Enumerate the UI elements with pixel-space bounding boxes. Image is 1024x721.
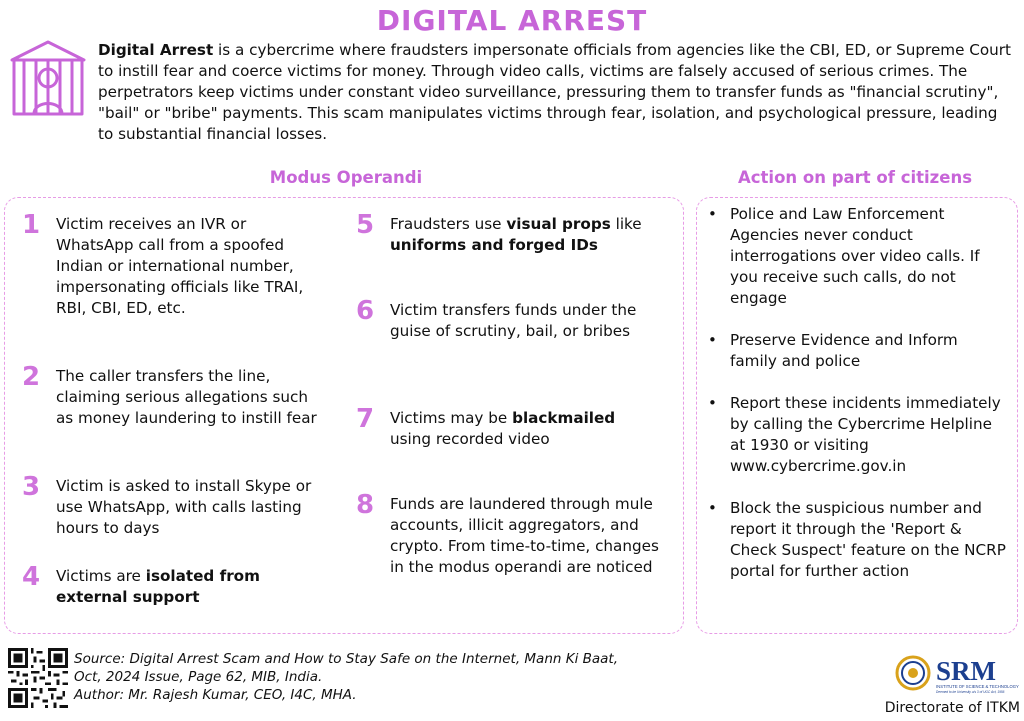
step-number: 7 (356, 404, 375, 434)
action-item: • Report these incidents immediately by calling the Cybercrime Helpline at 1930 or visiting www.cybercrime.gov.in (708, 394, 1001, 475)
intro-text: is a cybercrime where fraudsters impersonate officials from agencies like the CBI, ED, or Supreme Court to instill fear and coerce victims for money. Through video calls, victims are falsely accused of serious crimes. The perpetrators keep victims under constant video surveillance, pressuring them to transfer funds as "financial scrutiny", "bail" or "bribe" payments. This scam manipulates victims through fear, isolation, and psychological pressure, leading to substantial financial losses. (98, 41, 1011, 143)
source-citation (74, 650, 734, 704)
step-text: Fraudsters use visual props like uniforms and forged IDs (390, 215, 642, 254)
step-number: 3 (22, 472, 41, 502)
page-title: DIGITAL ARREST (376, 4, 648, 37)
step-number: 2 (22, 362, 41, 392)
logo-subtitle: INSTITUTE OF SCIENCE & TECHNOLOGY (936, 684, 1019, 689)
bullet-icon: • (708, 205, 717, 223)
actions-heading: Action on part of citizens (737, 168, 973, 187)
step-7 (356, 404, 656, 450)
author-line: Author: Mr. Rajesh Kumar, CEO, I4C, MHA. (74, 687, 357, 703)
step-text: Victim is asked to install Skype or use WhatsApp, with calls lasting hours to days (56, 477, 312, 537)
action-item: • Block the suspicious number and report it through the 'Report & Check Suspect' feature on the NCRP portal for further action (708, 499, 1006, 580)
logo-name: SRM (936, 656, 996, 686)
step-number: 6 (356, 296, 375, 326)
modus-operandi-heading: Modus Operandi (269, 168, 423, 187)
step-number: 8 (356, 490, 375, 520)
step-number: 1 (22, 210, 41, 240)
srm-logo (894, 654, 1020, 696)
step-text: Funds are laundered through mule accounts, illicit aggregators, and crypto. From time-to-time, changes in the modus operandi are noticed (390, 495, 659, 576)
prisoner-behind-bars-icon (8, 38, 88, 118)
step-text: Victim receives an IVR or WhatsApp call from a spoofed Indian or international number, impersonating officials like TRAI, RBI, CBI, ED, etc. (56, 215, 304, 317)
step-text: The caller transfers the line, claiming serious allegations such as money laundering to instill fear (56, 367, 317, 427)
step-8 (356, 490, 666, 578)
step-2 (22, 362, 322, 429)
step-1 (22, 210, 322, 319)
step-text: Victim transfers funds under the guise of scrutiny, bail, or bribes (390, 301, 637, 340)
step-text: Victims may be blackmailed using recorded video (390, 409, 616, 448)
step-4 (22, 562, 322, 608)
action-item: • Police and Law Enforcement Agencies never conduct interrogations over video calls. If you receive such calls, do not engage (708, 205, 980, 307)
logo-tagline: Deemed to be University u/s 3 of UGC Act, 1956 (936, 690, 1005, 694)
step-number: 5 (356, 210, 375, 240)
step-6 (356, 296, 656, 342)
directorate-label: Directorate of ITKM (884, 700, 1020, 716)
intro-paragraph (98, 40, 1014, 145)
step-text: Victims are isolated from external support (56, 567, 260, 606)
step-number: 4 (22, 562, 41, 592)
bullet-icon: • (708, 331, 717, 349)
intro-lead: Digital Arrest (98, 41, 214, 59)
source-line: Source: Digital Arrest Scam and How to Stay Safe on the Internet, Mann Ki Baat, (74, 651, 619, 667)
action-item: • Preserve Evidence and Inform family and police (708, 331, 958, 370)
source-line: Oct, 2024 Issue, Page 62, MIB, India. (74, 669, 323, 685)
bullet-icon: • (708, 499, 717, 517)
qr-code-icon (8, 648, 68, 708)
bullet-icon: • (708, 394, 717, 412)
actions-list (708, 204, 1008, 603)
step-5 (356, 210, 676, 256)
step-3 (22, 472, 322, 539)
